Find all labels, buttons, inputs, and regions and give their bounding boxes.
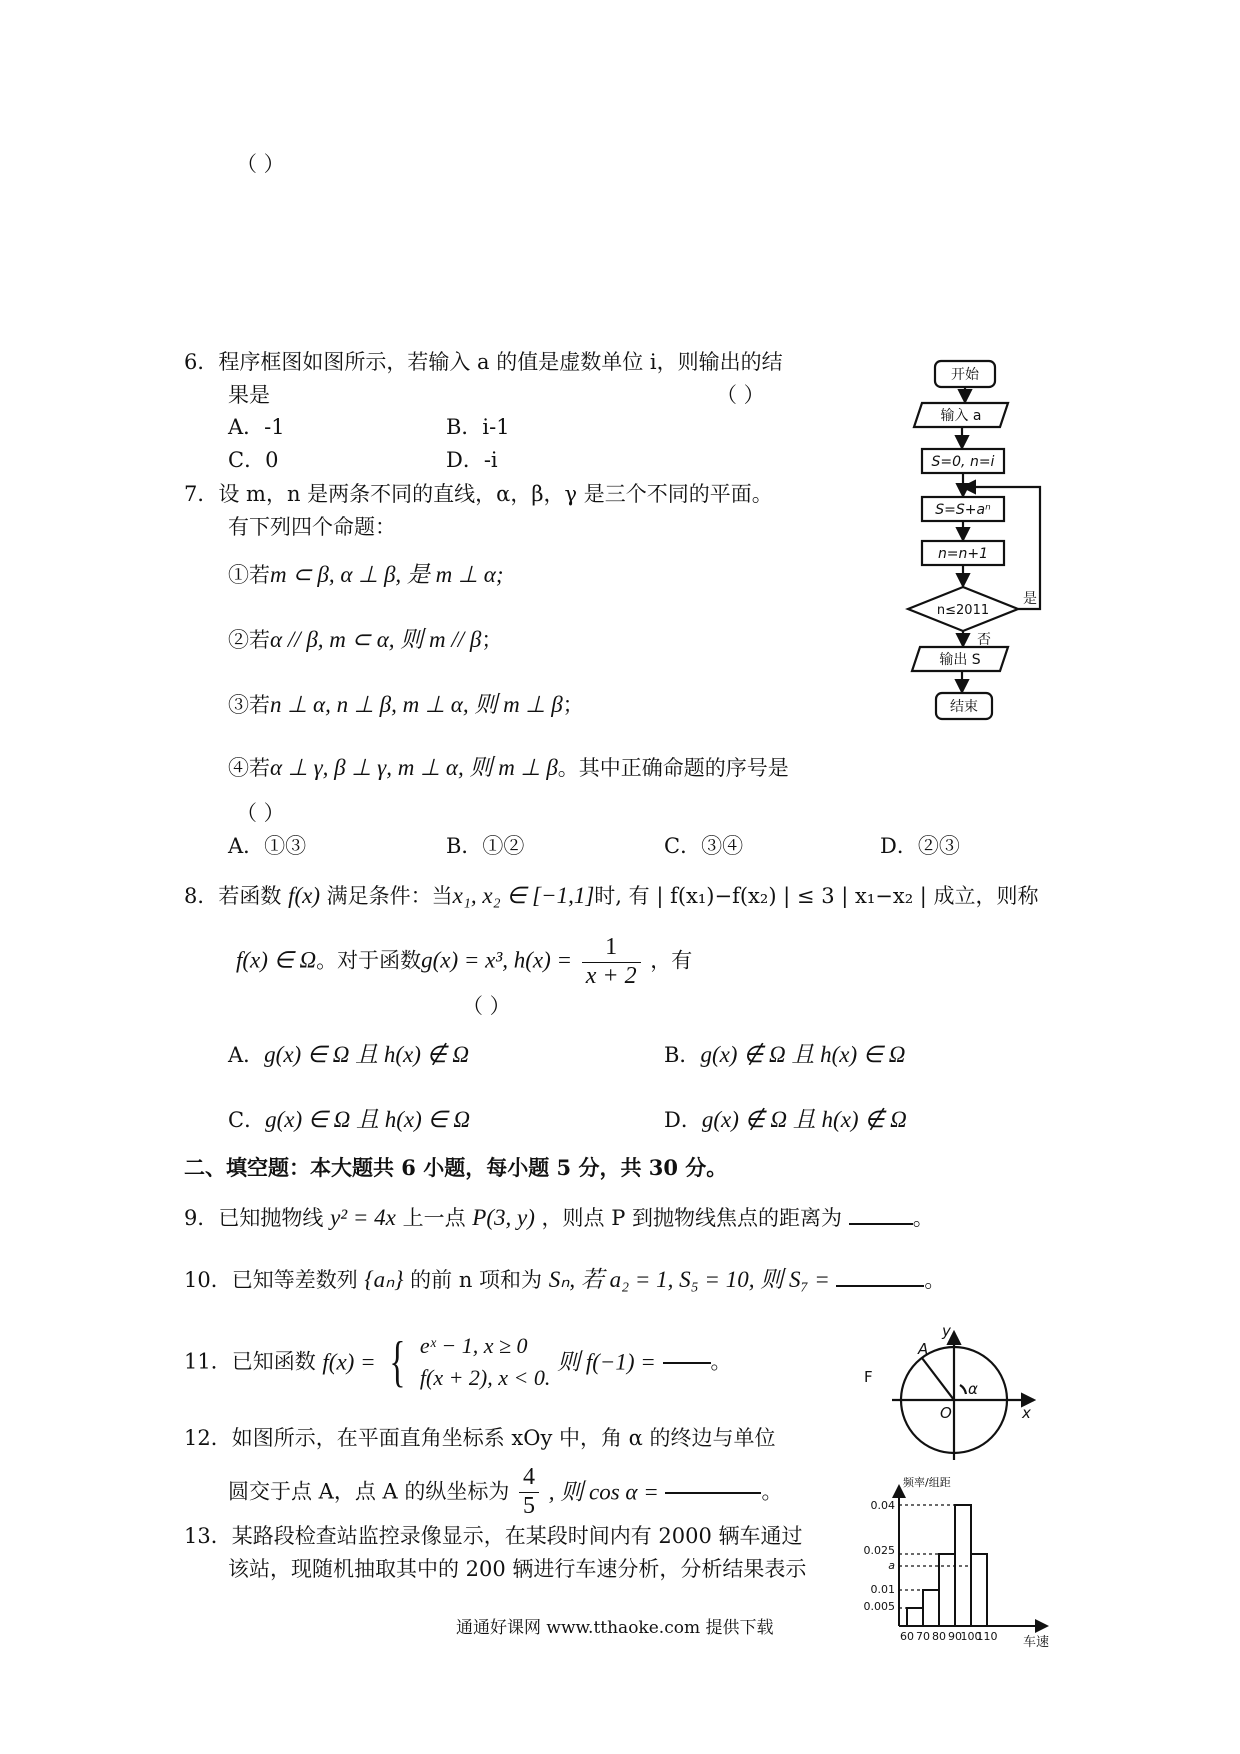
flow-output-label: 输出 S [939, 652, 981, 668]
q8-fraction: $\frac{1}{x + 2}$ [582, 934, 641, 990]
q8-answer-paren: （ ） [462, 994, 511, 1018]
hist-y-label: 频率/组距 [903, 1476, 951, 1489]
hist-ytick-1: 0.04 [870, 1499, 895, 1512]
q7-option-b: B．①② [446, 834, 525, 858]
q6-line2: 果是 [228, 383, 270, 407]
q10-answer-blank[interactable] [836, 1283, 924, 1287]
flow-end-label: 结束 [950, 699, 978, 715]
q7-option-d: D．②③ [880, 834, 960, 858]
q7-option-c: C．③④ [664, 834, 744, 858]
hist-xtick-6: 110 [976, 1630, 998, 1643]
top-answer-paren: （ ） [236, 152, 285, 176]
hist-ytick-4: 0.01 [870, 1583, 895, 1596]
q9-answer-blank[interactable] [849, 1221, 913, 1225]
hist-xtick-2: 70 [916, 1630, 930, 1643]
hist-bar-70-80 [923, 1590, 939, 1626]
footer-source: 通通好课网 www.tthaoke.com 提供下载 [456, 1618, 774, 1638]
q11-cases: eˣ − 1, x ≥ 0 f(x + 2), x < 0. [419, 1333, 551, 1390]
unit-circle-figure [862, 1322, 1052, 1462]
q11-answer-blank[interactable] [663, 1360, 711, 1364]
q7-option-a: A．①③ [228, 834, 307, 858]
flow-start-label: 开始 [951, 367, 979, 383]
q7-proposition-1: ①若m ⊂ β, α ⊥ β, 是 m ⊥ α; [228, 562, 504, 587]
q10: 10．已知等差数列 {aₙ} 的前 n 项和为 Sₙ, 若 a₂ = 1, S₅ = 10, 则 S₇ = 。 [184, 1267, 946, 1292]
q12-answer-blank[interactable] [665, 1490, 761, 1494]
q7-answer-paren: （ ） [236, 801, 285, 825]
hist-ytick-2: 0.025 [863, 1544, 895, 1557]
q6-option-b: B．i-1 [446, 415, 510, 439]
q8-option-d: D．g(x) ∉ Ω 且 h(x) ∉ Ω [664, 1107, 907, 1132]
hist-xtick-4: 90 [948, 1630, 962, 1643]
q6-option-c: C．0 [228, 448, 279, 472]
q7-proposition-2: ②若α // β, m ⊂ α, 则 m // β； [228, 627, 503, 652]
hist-bar-80-90 [939, 1554, 955, 1626]
hist-bar-100-110 [971, 1554, 987, 1626]
q7-line1: 7．设 m，n 是两条不同的直线，α，β，γ 是三个不同的平面。 [184, 482, 773, 506]
q11: 11．已知函数 f(x) = { eˣ − 1, x ≥ 0 f(x + 2), x < 0. 则 f(−1) = 。 [184, 1330, 732, 1393]
terminal-side [922, 1358, 954, 1400]
flow-no-label: 否 [977, 632, 991, 648]
hist-xtick-3: 80 [932, 1630, 946, 1643]
section-2-heading: 二、填空题：本大题共 6 小题，每小题 5 分，共 30 分。 [184, 1155, 728, 1180]
q12-line1: 12．如图所示，在平面直角坐标系 xOy 中，角 α 的终边与单位 [184, 1426, 776, 1450]
q13-line1: 13．某路段检查站监控录像显示，在某段时间内有 2000 辆车通过 [184, 1524, 803, 1548]
q7-proposition-4: ④若α ⊥ γ, β ⊥ γ, m ⊥ α, 则 m ⊥ β。其中正确命题的序号是 [228, 755, 789, 780]
flow-sum-label: S=S+aⁿ [935, 502, 991, 518]
hist-ytick-5: 0.005 [863, 1600, 895, 1613]
hist-xtick-1: 60 [900, 1630, 914, 1643]
q7-line2: 有下列四个命题： [228, 515, 396, 539]
q6-option-d: D．-i [446, 448, 498, 472]
hist-bar-90-100 [955, 1505, 971, 1626]
q13-line2: 该站，现随机抽取其中的 200 辆进行车速分析，分析结果表示 [228, 1557, 807, 1581]
q8-option-b: B．g(x) ∉ Ω 且 h(x) ∈ Ω [664, 1042, 906, 1067]
hist-x-label: 车速 [1023, 1635, 1050, 1650]
q8-line2: f(x) ∈ Ω。对于函数g(x) = x³, h(x) = $\frac{1}{x + 2}$ ，有 [236, 934, 693, 989]
flow-input-label: 输入 a [940, 408, 982, 424]
flow-init-label: S=0, n=i [931, 454, 995, 470]
q6-answer-paren: （ ） [716, 383, 765, 407]
q6-line1: 6．程序框图如图所示，若输入 a 的值是虚数单位 i，则输出的结 [184, 350, 783, 374]
q8-option-a: A．g(x) ∈ Ω 且 h(x) ∉ Ω [228, 1042, 470, 1067]
q11-brace: { [389, 1330, 406, 1393]
hist-xtick-5: 100 [960, 1630, 982, 1643]
flowchart-figure [900, 355, 1070, 730]
circle-alpha-label: α [968, 1380, 978, 1398]
circle-f-label: F [864, 1368, 873, 1386]
flow-inc-label: n=n+1 [937, 546, 989, 562]
hist-bar-60-70 [907, 1608, 923, 1626]
q12-fraction: $\frac{4}{5}$ [519, 1464, 539, 1520]
q7-proposition-3: ③若n ⊥ α, n ⊥ β, m ⊥ α, 则 m ⊥ β； [228, 692, 584, 717]
circle-y-label: y [942, 1322, 951, 1340]
flow-cond-label: n≤2011 [936, 603, 990, 618]
q12-line2: 圆交于点 A，点 A 的纵坐标为 $\frac{4}{5}$ , 则 cos α = 。 [228, 1464, 783, 1519]
speed-histogram-figure [855, 1476, 1055, 1651]
q6-option-a: A．-1 [228, 415, 285, 439]
q8-line1: 8．若函数 f(x) 满足条件：当x₁, x₂ ∈ [−1,1]时, 有 | f(x₁)−f(x₂) | ≤ 3 | x₁−x₂ | 成立，则称 [184, 883, 1039, 908]
circle-x-label: x [1022, 1404, 1031, 1422]
q9: 9．已知抛物线 y² = 4x 上一点 P(3, y) ，则点 P 到抛物线焦点的距离为 。 [184, 1205, 934, 1230]
flow-yes-label: 是 [1023, 591, 1037, 607]
hist-ytick-3: a [888, 1559, 895, 1572]
circle-point-a-label: A [918, 1340, 929, 1358]
q8-option-c: C．g(x) ∈ Ω 且 h(x) ∈ Ω [228, 1107, 470, 1132]
angle-arc [960, 1385, 966, 1394]
circle-origin-label: O [940, 1404, 952, 1422]
